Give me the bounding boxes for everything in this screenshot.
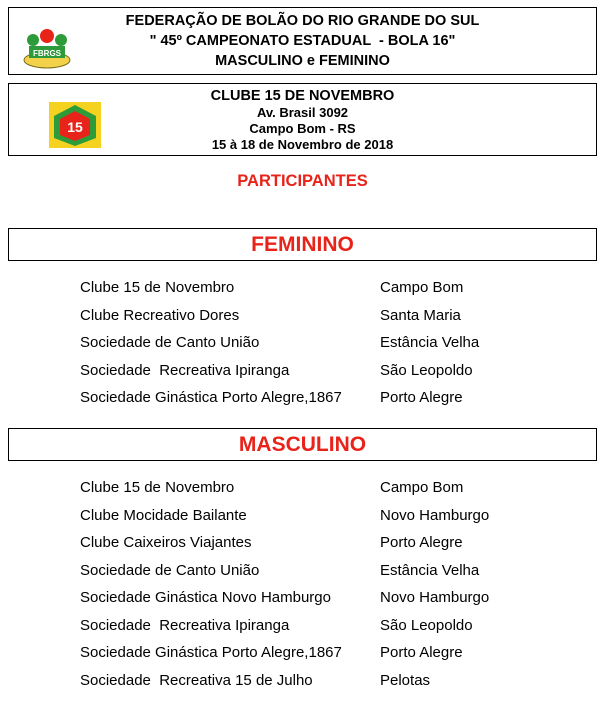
venue-city: Campo Bom - RS <box>249 121 356 136</box>
club-name: Clube Caixeiros Viajantes <box>80 534 252 551</box>
club-city: Novo Hamburgo <box>380 506 490 524</box>
venue-dates: 15 à 18 de Novembro de 2018 <box>211 137 394 152</box>
club-name: Sociedade de Canto União <box>80 334 260 351</box>
header-line-3: MASCULINO e FEMININO <box>215 53 390 69</box>
svg-text:15: 15 <box>67 119 83 135</box>
club-name: Sociedade Recreativa Ipiranga <box>80 361 290 379</box>
club-name: Clube Mocidade Bailante <box>80 506 247 524</box>
club-city: Campo Bom <box>380 279 464 296</box>
list-item <box>80 388 580 408</box>
club-city: Porto Alegre <box>380 389 463 406</box>
federation-header <box>8 7 597 75</box>
feminino-section-header <box>8 228 597 261</box>
list-item <box>80 278 580 298</box>
club-city: São Leopoldo <box>380 616 473 634</box>
venue-club-name: CLUBE 15 DE NOVEMBRO <box>210 88 395 104</box>
svg-text:FBRGS: FBRGS <box>33 49 61 58</box>
list-item <box>80 361 580 381</box>
list-item <box>80 306 580 326</box>
club-city: Estância Velha <box>380 334 480 351</box>
club-city: Pelotas <box>380 671 431 689</box>
list-item <box>80 506 580 526</box>
header-line-1: FEDERAÇÃO DE BOLÃO DO RIO GRANDE DO SUL <box>125 13 480 29</box>
venue-address: Av. Brasil 3092 <box>256 105 349 120</box>
club-city: São Leopoldo <box>380 361 473 379</box>
club-city: Campo Bom <box>380 479 464 496</box>
list-item <box>80 561 580 581</box>
club-name: Sociedade Recreativa 15 de Julho <box>80 671 313 689</box>
list-item <box>80 671 580 691</box>
club-city: Estância Velha <box>380 561 480 579</box>
participants-title: PARTICIPANTES <box>237 172 368 190</box>
club-name: Sociedade Recreativa Ipiranga <box>80 616 290 634</box>
list-item <box>80 533 580 553</box>
club-name: Sociedade Ginástica Porto Alegre,1867 <box>80 644 342 661</box>
club-city: Santa Maria <box>380 306 461 324</box>
masculino-title: MASCULINO <box>238 433 367 456</box>
list-item <box>80 478 580 498</box>
club-city: Porto Alegre <box>380 534 463 551</box>
masculino-section-header <box>8 428 597 461</box>
club-name: Clube Recreativo Dores <box>80 306 240 324</box>
list-item <box>80 588 580 608</box>
venue-header <box>8 83 597 156</box>
club-city: Porto Alegre <box>380 644 463 661</box>
list-item <box>80 643 580 663</box>
list-item <box>80 333 580 353</box>
club-name: Clube 15 de Novembro <box>80 279 235 296</box>
list-item <box>80 616 580 636</box>
club-city: Novo Hamburgo <box>380 589 490 606</box>
club-name: Sociedade Ginástica Porto Alegre,1867 <box>80 389 342 406</box>
club-name: Sociedade de Canto União <box>80 561 260 579</box>
header-line-2: " 45º CAMPEONATO ESTADUAL - BOLA 16" <box>149 33 456 49</box>
club-name: Sociedade Ginástica Novo Hamburgo <box>80 589 331 606</box>
feminino-title: FEMININO <box>251 233 354 256</box>
club-name: Clube 15 de Novembro <box>80 479 235 496</box>
